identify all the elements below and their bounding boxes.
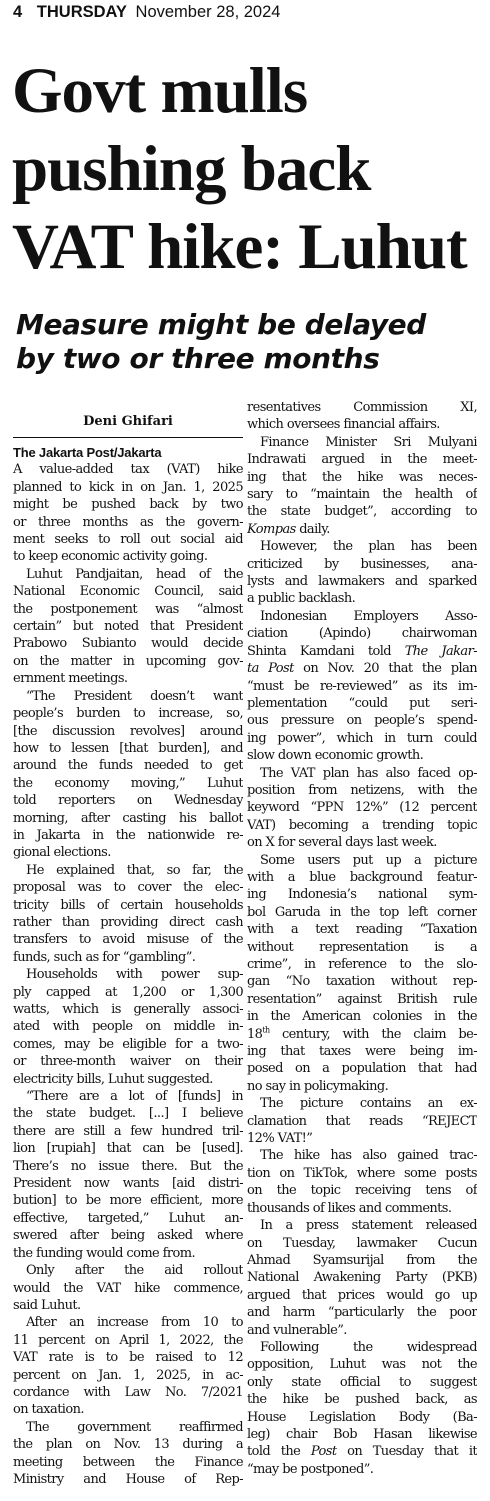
article-line: might be pushed back by two (13, 497, 243, 513)
article-line: morning, after casting his ballot (13, 810, 243, 826)
article-line: electricity bills, Luhut suggested. (13, 1071, 213, 1087)
article-line: how to lessen [that burden], and (13, 740, 243, 756)
article-line: 12% VAT!” (247, 1131, 313, 1147)
article-line: Prabowo Subianto would decide (13, 636, 243, 652)
article-line: effective, targeted,” Luhut an- (13, 1210, 243, 1226)
publication-day: THURSDAY (36, 3, 127, 21)
article-line: certain” but noted that President (13, 619, 243, 635)
article-line: 11 percent on April 1, 2022, the (13, 1332, 243, 1348)
publication-date: November 28, 2024 (135, 3, 281, 21)
article-line: with a blue background featur- (247, 869, 477, 885)
article-line: position from netizens, with the (247, 782, 477, 798)
article-line: “must be re-reviewed” as its im- (247, 678, 477, 694)
article-line: lysts and lawmakers and sparked (247, 574, 477, 590)
article-line: posed on a population that had (247, 1061, 477, 1077)
article-line: and vulnerable”. (247, 1322, 347, 1338)
headline-line: Govt mulls (12, 55, 308, 127)
article-line: sary to “maintain the health of (247, 487, 477, 503)
headline-line: pushing back (12, 133, 371, 205)
article-line: told reporters on Wednesday (13, 793, 243, 809)
article-line: planned to kick in on Jan. 1, 2025 (13, 479, 243, 495)
article-line: Ahmad Syamsurijal from the (247, 1252, 477, 1268)
article-line: In a press statement released (260, 1218, 477, 1234)
article-column-right (247, 399, 477, 1478)
article-line: 18th century, with the claim be- (247, 1025, 477, 1042)
article-line: [the discussion revolves] around (13, 723, 243, 739)
article-line: Luhut Pandjaitan, head of the (26, 566, 243, 582)
article-line: Some users put up a picture (260, 852, 477, 868)
article-line: the funding would come from. (13, 1245, 195, 1261)
article-line: VAT rate is to be raised to 12 (13, 1350, 243, 1366)
article-line: told the Post on Tuesday that it (247, 1444, 477, 1460)
byline-rule (13, 437, 243, 438)
article-line: swered after being asked where (13, 1228, 243, 1244)
article-line: a public backlash. (247, 591, 356, 607)
article-line: However, the plan has been (260, 539, 477, 555)
article-line: plementation “could put seri- (247, 695, 477, 711)
article-line: would the VAT hike commence, (13, 1280, 243, 1296)
article-line: around the funds needed to get (13, 758, 243, 774)
article-line: National Economic Council, said (13, 584, 243, 600)
article-line: funds, such as for “gambling”. (13, 949, 196, 965)
article-line: ated with people on middle in- (13, 1019, 243, 1035)
article-line: President now wants [aid distri- (13, 1176, 243, 1192)
article-line: opposition, Luhut was not the (247, 1357, 477, 1373)
article-line: gional elections. (13, 845, 111, 861)
article-line: which oversees financial affairs. (247, 417, 440, 433)
article-line: gan “No taxation without rep- (247, 974, 477, 990)
article-line: VAT) becoming a trending topic (247, 817, 477, 833)
article-line: ous pressure on people’s spend- (247, 713, 477, 729)
article-line: “may be postponed”. (247, 1461, 374, 1477)
article-line: on taxation. (13, 1402, 84, 1418)
article-line: There’s no issue there. But the (13, 1158, 243, 1174)
article-line: rather than providing direct cash (13, 914, 243, 930)
article-line: on the topic receiving tens of (247, 1183, 477, 1199)
article-line: resentatives Commission XI, (247, 400, 477, 415)
article-line: Finance Minister Sri Mulyani (260, 434, 477, 450)
article-line: Shinta Kamdani told The Jakar- (247, 643, 477, 659)
article-line: ing that the hike was neces- (247, 469, 477, 485)
article-line: resentation” against British rule (247, 991, 477, 1007)
article-line: Following the widespread (260, 1339, 477, 1355)
article-line: in Jakarta in the nationwide re- (13, 827, 243, 843)
article-line: House Legislation Body (Ba- (247, 1409, 477, 1425)
article-line: A value-added tax (VAT) hike (13, 462, 243, 478)
subheadline-line: by two or three months (16, 342, 380, 375)
article-line: tricity bills of certain households (13, 897, 243, 913)
article-line: “The President doesn’t want (26, 688, 243, 704)
article-line: ing that taxes were being im- (247, 1044, 477, 1060)
article-line: clamation that reads “REJECT (247, 1113, 477, 1129)
article-line: thousands of likes and comments. (247, 1200, 452, 1216)
article-column-left (13, 444, 243, 1488)
article-line: criticized by businesses, ana- (247, 556, 477, 572)
article-line: there are still a few hundred tril- (13, 1123, 243, 1139)
article-line: said Luhut. (13, 1297, 81, 1313)
byline: Deni Ghifari (83, 414, 173, 429)
article-line: National Awakening Party (PKB) (247, 1270, 477, 1286)
article-line: on X for several days last week. (247, 835, 437, 851)
article-line: Households with power sup- (26, 967, 243, 983)
article-line: Indrawati argued in the meet- (247, 452, 477, 468)
article-line: on Tuesday, lawmaker Cucun (247, 1235, 477, 1251)
article-line: “There are a lot of [funds] in (26, 1089, 243, 1105)
article-line: the hike be pushed back, as (247, 1392, 477, 1408)
article-line: without representation is a (247, 939, 477, 955)
article-line: The hike has also gained trac- (260, 1148, 477, 1164)
article-line: cordance with Law No. 7/2021 (13, 1384, 243, 1400)
article-line: the state budget”, according to (247, 504, 477, 520)
article-line: argued that prices would go up (247, 1287, 477, 1303)
article-line: He explained that, so far, the (26, 862, 243, 878)
article-line: watts, which is generally associ- (13, 1002, 243, 1017)
article-line: Kompas daily. (247, 521, 330, 537)
article-line: lion [rupiah] that can be [used]. (13, 1141, 243, 1157)
article-line: ernment meetings. (13, 671, 128, 687)
article-line: Only after the aid rollout (26, 1263, 243, 1279)
article-line: transfers to avoid misuse of the (13, 932, 243, 948)
dateline: The Jakarta Post/Jakarta (13, 445, 162, 460)
article-line: The government reaffirmed (26, 1419, 243, 1435)
article-line: ply capped at 1,200 or 1,300 (13, 984, 243, 1000)
article-line: ciation (Apindo) chairwoman (247, 626, 477, 642)
article-line: the plan on Nov. 13 during a (13, 1437, 243, 1453)
article-line: comes, may be eligible for a two- (13, 1036, 243, 1052)
subheadline (16, 308, 482, 376)
article-line: no say in policymaking. (247, 1078, 389, 1094)
subheadline-line: Measure might be delayed (16, 308, 426, 341)
article-line: and harm “particularly the poor (247, 1305, 477, 1321)
article-line: ment seeks to roll out social aid (13, 532, 243, 548)
article-line: The VAT plan has also faced op- (260, 765, 477, 781)
article-line: on the matter in upcoming gov- (13, 653, 243, 669)
article-line: leg) chair Bob Hasan likewise (247, 1426, 477, 1442)
headline-line: VAT hike: Luhut (12, 211, 467, 283)
article-line: Indonesian Employers Asso- (260, 608, 477, 624)
article-line: the state budget. [...] I believe (13, 1106, 243, 1122)
article-line: tion on TikTok, where some posts (247, 1165, 477, 1181)
article-line: The picture contains an ex- (260, 1096, 477, 1112)
article-line: the postponement was “almost (13, 601, 243, 617)
page-number: 4 (13, 3, 23, 21)
article-line: or three-month waiver on their (13, 1054, 243, 1070)
article-line: meeting between the Finance (13, 1454, 243, 1470)
article-line: ing Indonesia’s national sym- (247, 887, 477, 903)
article-line: people’s burden to increase, so, (13, 706, 243, 722)
article-line: keyword “PPN 12%” (12 percent (247, 800, 477, 816)
article-line: or three months as the govern- (13, 514, 243, 530)
article-line: ta Post on Nov. 20 that the plan (247, 661, 477, 677)
article-line: slow down economic growth. (247, 748, 424, 764)
page-header (13, 3, 483, 29)
article-line: with a text reading “Taxation (247, 922, 477, 938)
article-line: percent on Jan. 1, 2025, in ac- (13, 1367, 243, 1383)
article-line: proposal was to cover the elec- (13, 880, 243, 896)
article-line: crime”, in reference to the slo- (247, 957, 477, 972)
headline (12, 52, 484, 286)
article-line: Ministry and House of Rep- (13, 1471, 243, 1487)
article-line: bution] to be more efficient, more (13, 1193, 243, 1209)
article-line: bol Garuda in the top left corner (247, 904, 477, 920)
article-line: only state official to suggest (247, 1374, 477, 1390)
article-line: ing power”, which in turn could (247, 730, 477, 746)
article-line: in the American colonies in the (247, 1009, 477, 1025)
article-line: to keep economic activity going. (13, 549, 208, 565)
article-line: the economy moving,” Luhut (13, 775, 243, 791)
article-line: After an increase from 10 to (26, 1315, 243, 1331)
